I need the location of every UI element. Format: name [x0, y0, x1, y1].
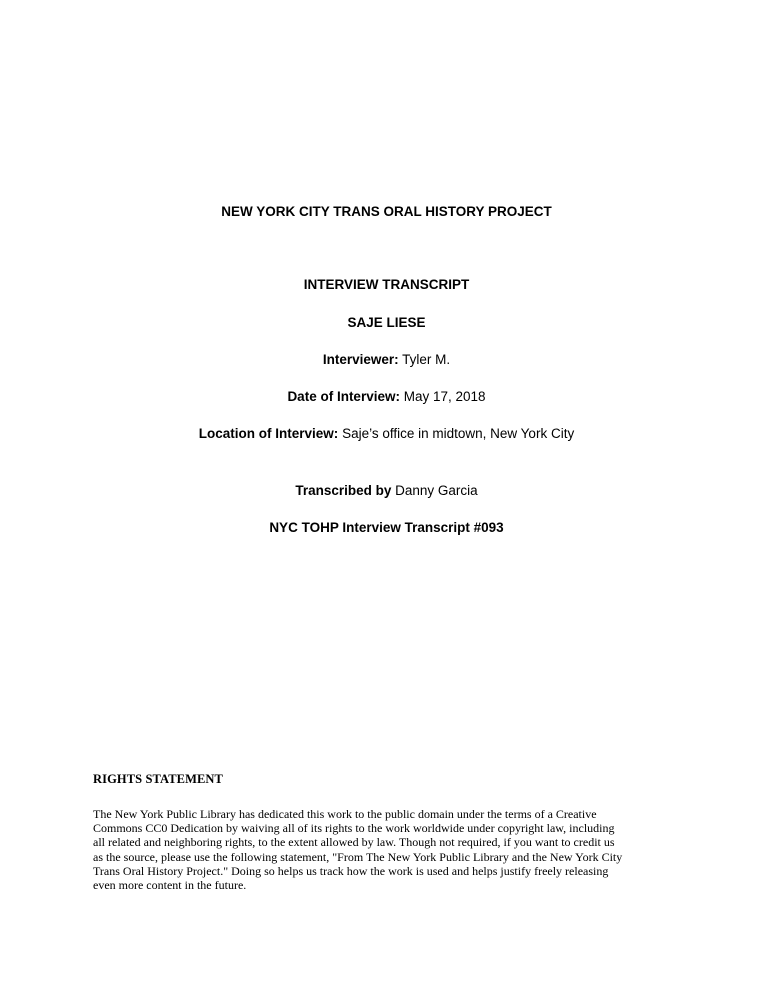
project-title: NEW YORK CITY TRANS ORAL HISTORY PROJECT [221, 204, 552, 219]
rights-line: as the source, please use the following statement, "From The New York Public Library and the New York City [93, 849, 623, 864]
transcribed-by-line [0, 483, 773, 499]
narrator-name: SAJE LIESE [347, 315, 426, 330]
date-value: May 17, 2018 [403, 389, 486, 404]
rights-line: Trans Oral History Project." Doing so helps us track how the work is used and helps justify freely releasing [93, 863, 609, 878]
transcribed-by-label: Transcribed by [295, 483, 392, 498]
rights-line: The New York Public Library has dedicated this work to the public domain under the terms of a Creative [93, 807, 597, 821]
interviewer-line [0, 352, 773, 368]
location-of-interview-line [0, 426, 773, 442]
rights-line: Commons CC0 Dedication by waiving all of its rights to the work worldwide under copyright law, including [93, 821, 615, 836]
location-value: Saje’s office in midtown, New York City [342, 426, 575, 441]
interviewer-value: Tyler M. [402, 352, 451, 367]
rights-heading: RIGHTS STATEMENT [93, 772, 223, 786]
rights-line: even more content in the future. [93, 878, 247, 893]
document-type: INTERVIEW TRANSCRIPT [303, 277, 470, 292]
rights-body [93, 807, 693, 892]
rights-line: all related and neighboring rights, to the extent allowed by law. Though not required, if you want to credit us [93, 835, 615, 850]
date-label: Date of Interview: [287, 389, 400, 404]
interviewer-label: Interviewer: [322, 352, 399, 367]
transcript-number: NYC TOHP Interview Transcript #093 [269, 520, 504, 535]
date-of-interview-line [0, 389, 773, 405]
transcribed-by-value: Danny Garcia [395, 483, 478, 498]
location-label: Location of Interview: [198, 426, 339, 441]
